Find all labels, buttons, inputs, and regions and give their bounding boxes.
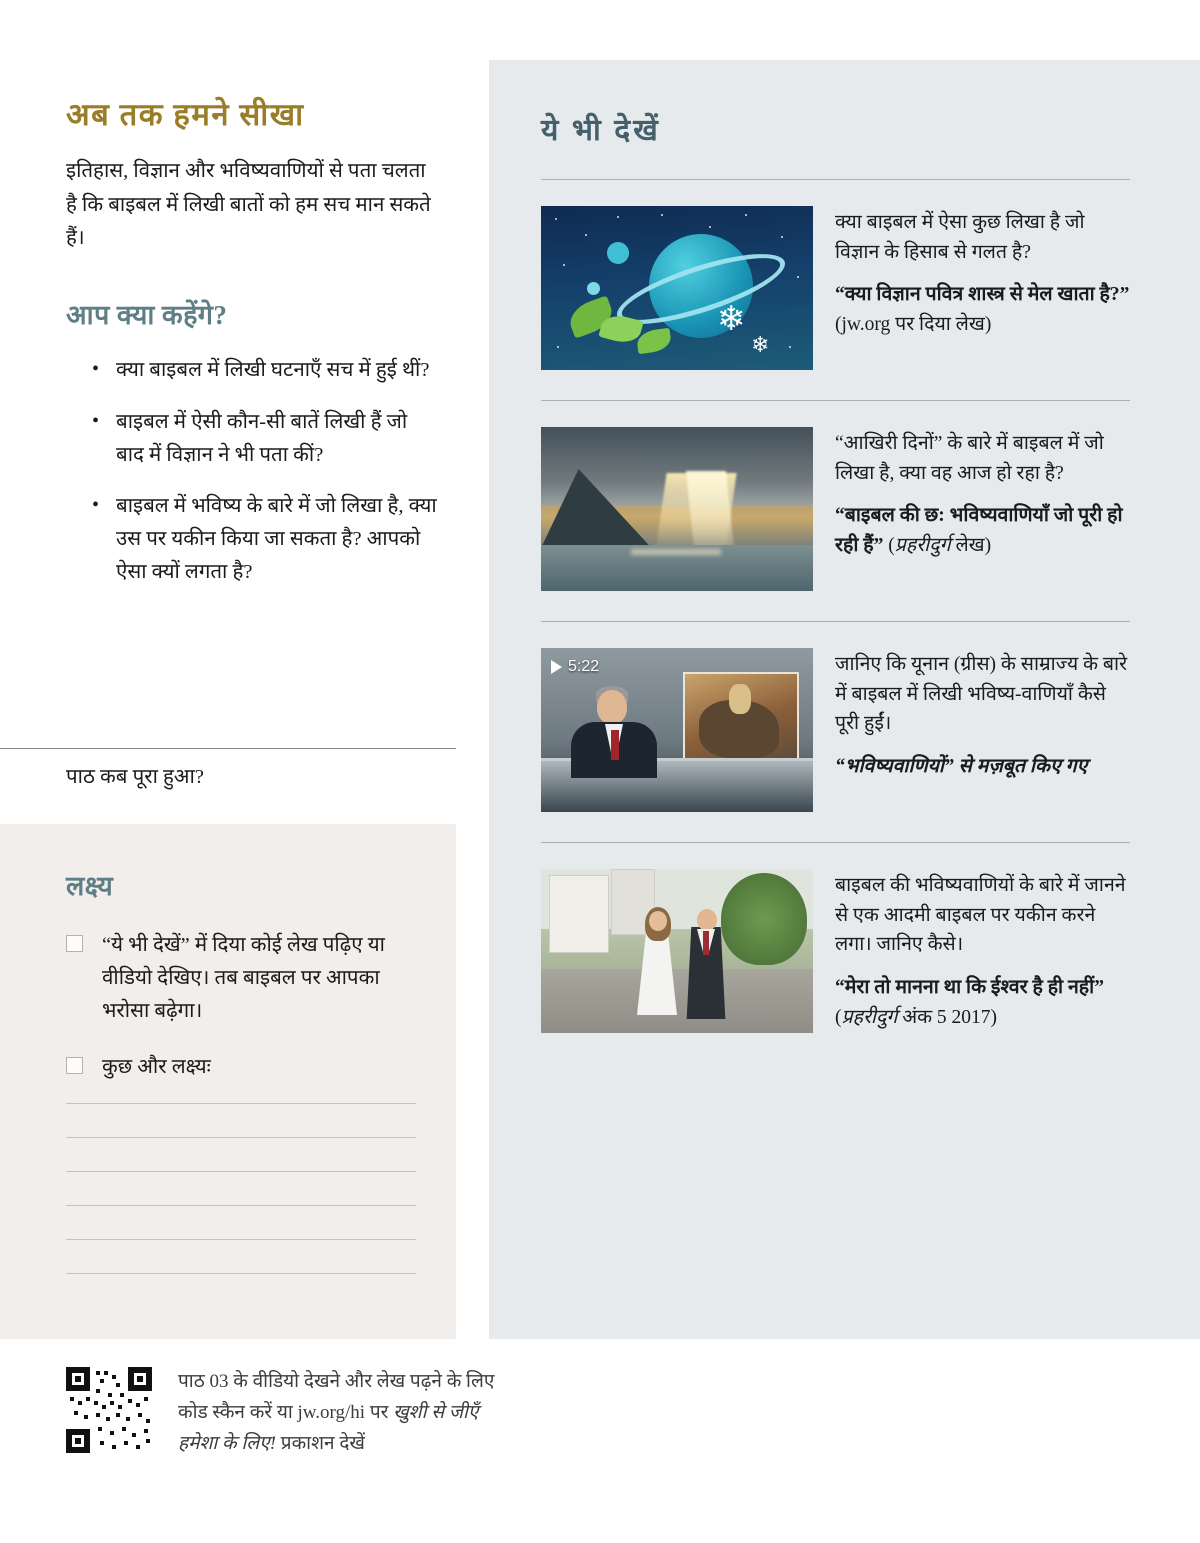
reference-plain: (jw.org पर दिया लेख) <box>835 313 992 335</box>
item-reference-4 <box>835 973 1130 1032</box>
page-title: अब तक हमने सीखा <box>66 97 305 132</box>
write-line <box>66 1239 416 1240</box>
qr-code[interactable] <box>66 1367 152 1453</box>
studio-screen <box>683 672 799 764</box>
see-also-heading: ये भी देखें <box>541 114 661 147</box>
list-item[interactable] <box>541 180 1130 400</box>
building-shape <box>549 875 609 953</box>
item-text-1: क्या बाइबल में ऐसा कुछ लिखा है जो विज्ञान के हिसाब से गलत है? <box>835 212 1085 263</box>
man-head <box>697 909 717 931</box>
divider <box>0 748 456 749</box>
video-duration-label: 5:22 <box>568 658 600 675</box>
play-icon[interactable] <box>551 660 562 674</box>
rider-shape <box>729 684 751 714</box>
presenter-tie <box>611 730 619 760</box>
goal-label-2: कुछ और लक्ष्यः <box>102 1056 211 1079</box>
list-item <box>66 929 430 1027</box>
space-science-illustration-thumbnail[interactable] <box>541 206 813 370</box>
see-also-column <box>541 108 1141 1063</box>
list-item: • क्या बाइबल में लिखी घटनाएँ सच में हुई थीं? <box>92 354 440 387</box>
intro-paragraph: इतिहास, विज्ञान और भविष्यवाणियों से पता चलता है कि बाइबल में लिखी बातों को हम सच मान सकते हैं। <box>66 160 431 249</box>
footer-publication-title-part2: हमेशा के लिए! <box>178 1432 277 1454</box>
presenter-head <box>597 690 627 724</box>
footer-line-3 <box>178 1429 494 1460</box>
list-item: • बाइबल में भविष्य के बारे में जो लिखा है, क्या उस पर यकीन किया जा सकता है? आपको ऐसा क्यों लगता है? <box>92 490 440 588</box>
sea-shape <box>541 545 813 591</box>
small-moon-icon <box>587 282 600 295</box>
moon-icon <box>607 242 629 264</box>
list-item[interactable] <box>541 622 1130 842</box>
left-column <box>0 95 470 608</box>
snowflake-icon: ❄ <box>717 300 746 338</box>
reference-italic: प्रहरीदुर्ग <box>894 534 951 556</box>
footer-line-2 <box>178 1398 494 1429</box>
lesson-completed-label: पाठ कब पूरा हुआ? <box>66 766 204 788</box>
man-tie <box>703 931 709 955</box>
write-line <box>66 1171 416 1172</box>
what-would-you-say-heading: आप क्या कहेंगे? <box>66 299 228 330</box>
reference-bold: “बाइबल की छ: भविष्यवाणियाँ जो पूरी हो रही हैं” <box>835 505 1123 556</box>
reference-plain-2: लेख) <box>950 534 992 556</box>
couple-walking-thumbnail[interactable] <box>541 869 813 1033</box>
video-duration-badge[interactable] <box>551 658 599 676</box>
reference-bold: “मेरा तो मानना था कि ईश्वर है ही नहीं” <box>835 976 1104 998</box>
write-line <box>66 1205 416 1206</box>
footer-line-1: पाठ 03 के वीडियो देखने और लेख पढ़ने के लिए <box>178 1371 495 1392</box>
write-line <box>66 1137 416 1138</box>
reference-plain-2: अंक 5 2017) <box>897 1006 998 1028</box>
footer-text <box>178 1367 494 1459</box>
item-text-4: बाइबल की भविष्यवाणियों के बारे में जानने से एक आदमी बाइबल पर यकीन करने लगा। जानिए कैसे। <box>835 875 1126 956</box>
item-text-3: जानिए कि यूनान (ग्रीस) के साम्राज्य के बारे में बाइबल में लिखी भविष्य-वाणियाँ कैसे पूरी हुईं। <box>835 654 1128 735</box>
footer <box>66 1367 494 1459</box>
item-reference-3 <box>835 752 1130 782</box>
reference-italic: प्रहरीदुर्ग <box>841 1006 898 1028</box>
write-line <box>66 1103 416 1104</box>
snowflake-icon: ❄ <box>751 332 770 357</box>
item-reference-2 <box>835 501 1130 560</box>
goal-list <box>66 929 430 1084</box>
item-reference-1 <box>835 280 1130 339</box>
leaf-icon <box>636 328 673 355</box>
video-news-set-thumbnail[interactable] <box>541 648 813 812</box>
goal-checkbox-1[interactable] <box>66 935 83 952</box>
item-description <box>835 206 1130 370</box>
footer-line-3-text: प्रकाशन देखें <box>276 1432 365 1454</box>
write-line <box>66 1273 416 1274</box>
goal-write-in-lines[interactable] <box>66 1103 416 1307</box>
list-item[interactable] <box>541 401 1130 621</box>
reference-plain: ( <box>883 534 895 556</box>
reference-plain: ( <box>835 1006 842 1028</box>
list-item <box>66 1051 430 1084</box>
goals-heading: लक्ष्य <box>66 871 114 901</box>
goal-checkbox-2[interactable] <box>66 1057 83 1074</box>
item-text-2: “आखिरी दिनों” के बारे में बाइबल में जो लिखा है, क्या वह आज हो रहा है? <box>835 433 1104 484</box>
tree-shape <box>721 873 807 965</box>
reference-bold: “क्या विज्ञान पवित्र शास्त्र से मेल खाता है?” <box>835 284 1130 306</box>
footer-publication-title-part1: खुशी से जीएँ <box>393 1401 479 1423</box>
goal-label-1: “ये भी देखें” में दिया कोई लेख पढ़िए या वीडियो देखिए। तब बाइबल पर आपका भरोसा बढ़ेगा। <box>102 934 385 1022</box>
footer-line-2-text: कोड स्कैन करें या jw.org/hi पर <box>178 1401 394 1423</box>
item-description <box>835 648 1130 812</box>
list-item[interactable] <box>541 843 1130 1063</box>
item-description <box>835 427 1130 591</box>
item-description <box>835 869 1130 1033</box>
stormy-sky-sunbeam-thumbnail[interactable] <box>541 427 813 591</box>
question-list <box>92 354 440 589</box>
woman-head <box>649 911 667 931</box>
road-shape <box>541 969 813 1033</box>
list-item: • बाइबल में ऐसी कौन-सी बातें लिखी हैं जो बाद में विज्ञान ने भी पता कीं? <box>92 406 440 472</box>
reference-italic: “भविष्यवाणियों” से मज़बूत किए गए <box>835 755 1088 777</box>
